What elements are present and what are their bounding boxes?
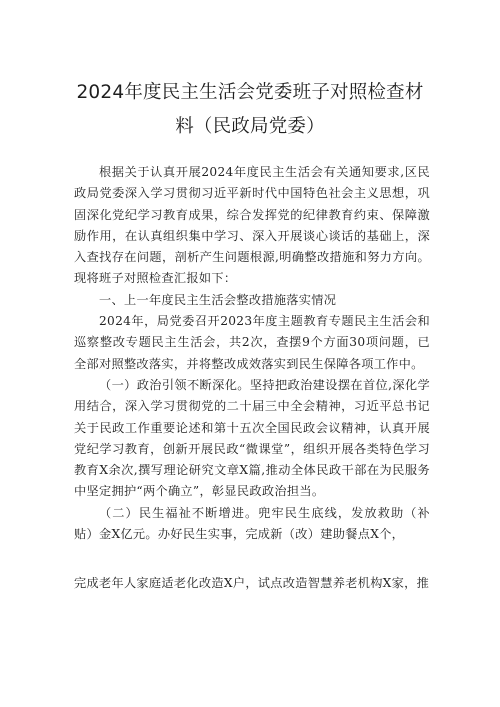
document-title-line-2: 料（民政局党委） — [175, 116, 325, 137]
paragraph-intro: 根据关于认真开展2024年度民主生活会有关通知要求,区民政局党委深入学习贯彻习近平新时代中国特色社会主义思想，巩固深化党纪学习教育成果，综合发挥党的纪律教育约束、保障激励作用，在认真组织集中学习、深入开展谈心谈话的基础上，深入查找存在问题，剖析产生问题根源,明确整改措施和努力方向。现将班子对照检查汇报如下： — [74, 165, 430, 286]
paragraph-livelihood: （二）民生福祉不断增进。兜牢民生底线，发放救助（补贴）金X亿元。办好民生实事，完成新（改）建助餐点X个， — [74, 505, 430, 542]
paragraph-summary-2024: 2024年，局党委召开2023年度主题教育专题民主生活会和巡察整改专题民主生活会，共2次，查摆9个方面30项问题，已全部对照整改落实，并将整改成效落实到民生保障各项工作中。 — [74, 314, 430, 371]
paragraph-political-leadership: （一）政治引领不断深化。坚持把政治建设摆在首位,深化学用结合，深入学习贯彻党的二十届三中全会精神，习近平总书记关于民政工作重要论述和第十五次全国民政会议精神，认真开展党纪学习教育，创新开展民政“微课堂”，组织开展各类特色学习教育X余次,撰写理论研究文章X篇,推动全体民政干部在为民服务中坚定拥护“两个确立”，彰显民政政治担当。 — [74, 377, 430, 499]
document-body — [74, 162, 430, 545]
section-heading-1: 一、上一年度民主生活会整改措施落实情况 — [99, 292, 337, 307]
continuation-line: 完成老年人家庭适老化改造X户，试点改造智慧养老机构X家，推 — [74, 576, 430, 590]
document-title-line-1: 2024年度民主生活会党委班子对照检查材 — [76, 82, 424, 103]
